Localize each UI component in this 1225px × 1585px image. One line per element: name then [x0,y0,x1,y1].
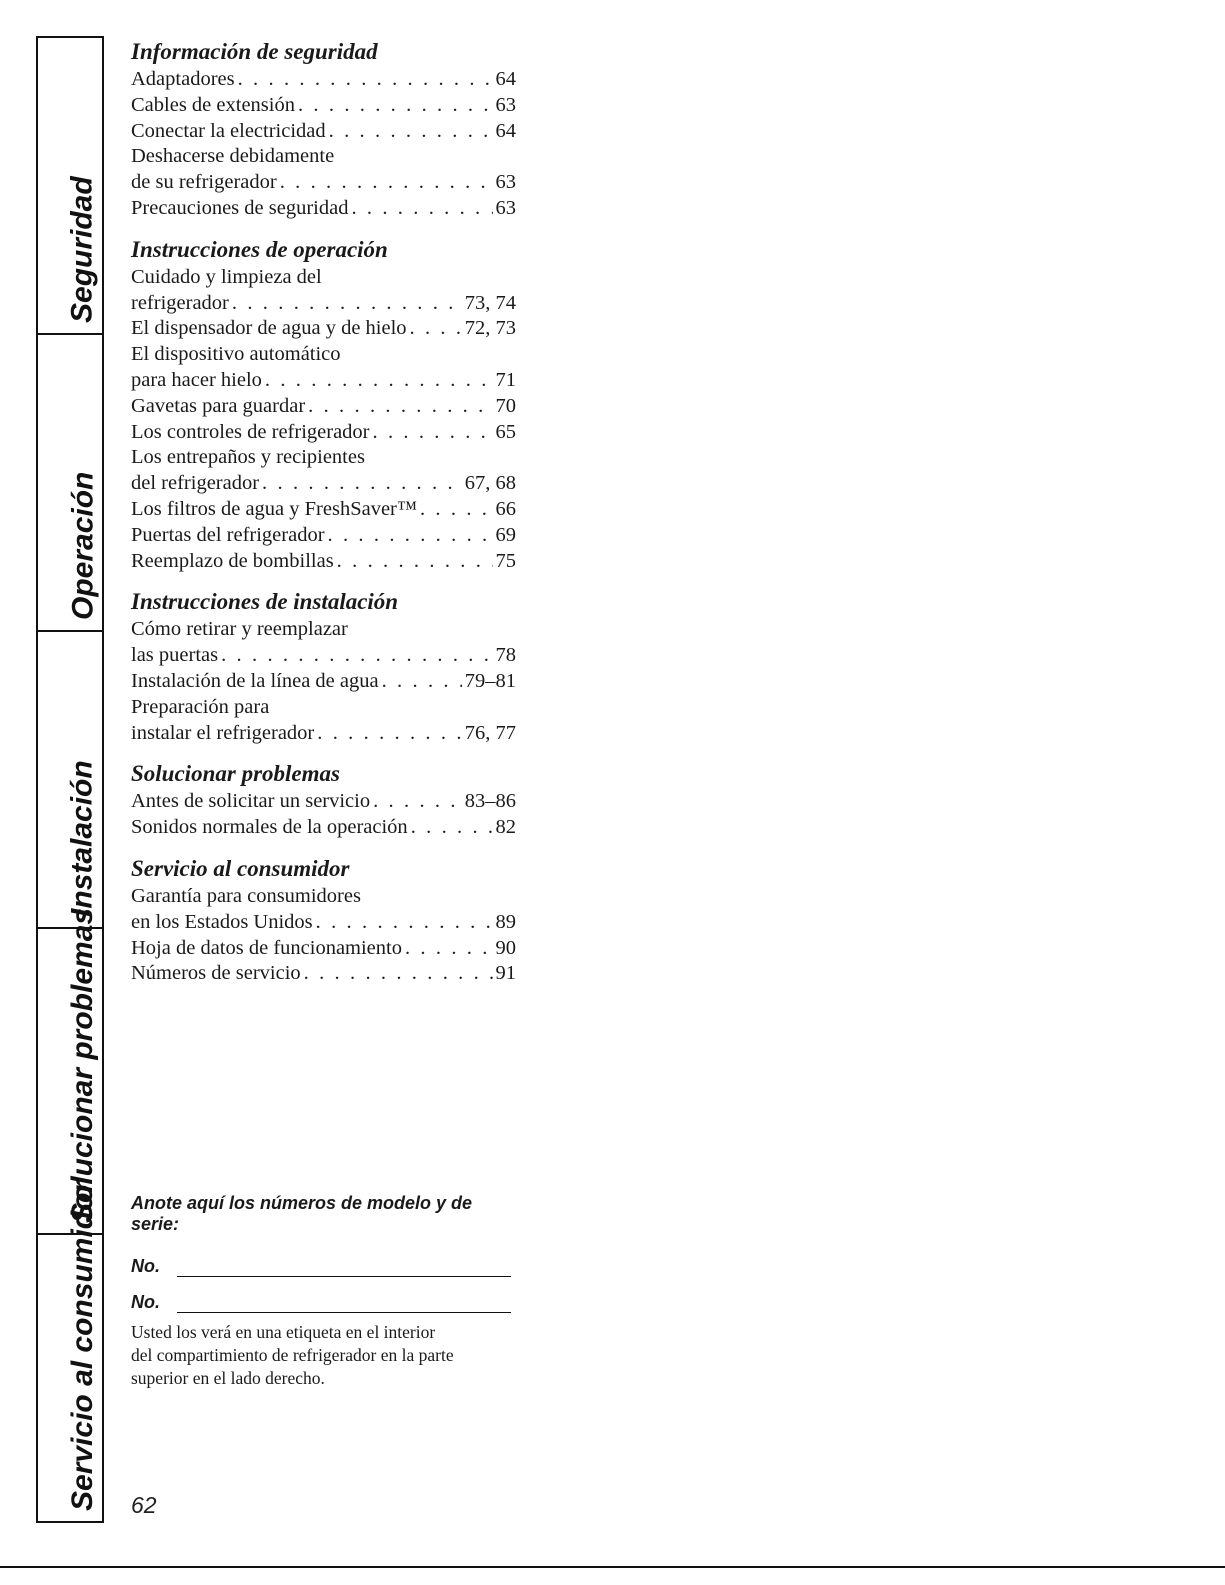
toc-entry[interactable] [131,316,516,342]
toc-entry[interactable] [131,67,516,93]
model-number-line[interactable] [131,1249,521,1277]
toc-entry[interactable] [131,523,516,549]
dot-leader [221,643,492,669]
blank-line[interactable] [177,1256,511,1277]
toc-entry-text: refrigerador [131,291,229,314]
toc-entry[interactable] [131,291,516,317]
toc-entry[interactable] [131,910,516,936]
toc-page-number: 89 [495,910,516,933]
toc-entry-text: para hacer hielo [131,368,262,391]
toc-section [131,855,516,987]
toc-page-number: 63 [495,171,516,194]
toc-entry-line: El dispositivo automático [131,343,341,366]
toc-entry[interactable] [131,471,516,497]
toc-page-number: 63 [495,93,516,116]
toc-entry[interactable] [131,196,516,222]
toc-page-number: 64 [495,68,516,90]
toc-entry-text: El dispensador de agua y de hielo [131,317,407,340]
side-tab-servicio-al-consumidor[interactable] [38,1180,102,1521]
dot-leader [317,721,461,747]
toc-page-number: 75 [495,549,516,572]
toc-entry[interactable] [131,721,516,747]
side-tab-label: Operación [66,471,99,620]
side-tab-label: Servicio al consumidor [66,1180,99,1511]
toc-page-number: 70 [495,394,516,417]
dot-leader [304,961,493,987]
toc-section [131,760,516,841]
toc-section [131,38,516,222]
section-title: Instrucciones de operación [131,236,388,262]
bottom-rule [0,1566,1225,1568]
toc-entry[interactable] [131,394,516,420]
toc-entry-text: Sonidos normales de la operación [131,816,408,839]
side-tab-label: Solucionar problemas [66,907,99,1223]
toc-page-number: 63 [495,196,516,219]
record-note-line: Usted los verá en una etiqueta en el interior [131,1322,436,1342]
toc-entry-text: de su refrigerador [131,171,277,194]
toc-entry-line: Cómo retirar y reemplazar [131,618,348,641]
blank-line[interactable] [177,1292,511,1313]
toc-page-number: 67, 68 [464,472,516,495]
side-tab-seguridad[interactable] [38,38,102,335]
dot-leader [308,394,492,420]
toc-entry-text: Los controles de refrigerador [131,420,370,443]
dot-leader [316,910,493,936]
toc-entry-text: instalar el refrigerador [131,721,315,744]
toc-entry-text: Conectar la electricidad [131,119,326,142]
toc-section [131,588,516,746]
toc-entry-text: en los Estados Unidos [131,910,313,933]
toc-entry-text: Precauciones de seguridad [131,196,349,219]
section-title: Servicio al consumidor [131,855,350,881]
toc-entry-text: Números de servicio [131,962,301,985]
toc-entry[interactable] [131,119,516,145]
toc-page-number: 78 [495,644,516,667]
toc-entry-line: Garantía para consumidores [131,884,361,907]
dot-leader [420,497,493,523]
toc-entry-line: Los entrepaños y recipientes [131,446,365,469]
dot-leader [262,471,462,497]
toc-page-number: 65 [495,420,516,443]
dot-leader [232,291,462,317]
toc-page-number: 73, 74 [464,291,516,314]
toc-entry-text: Antes de solicitar un servicio [131,790,371,813]
dot-leader [410,316,462,342]
toc-page-number: 90 [495,936,516,959]
page-number: 62 [131,1492,157,1518]
dot-leader [373,420,493,446]
dot-leader [280,170,493,196]
toc-page-number: 64 [495,119,516,142]
toc-entry-text: Hoja de datos de funcionamiento [131,936,402,959]
table-of-contents [131,38,516,1001]
toc-entry-text: Puertas del refrigerador [131,523,325,546]
toc-entry[interactable] [131,789,516,815]
dot-leader [328,523,493,549]
dot-leader [373,789,462,815]
toc-page-number: 66 [495,497,516,520]
serial-number-line[interactable] [131,1285,521,1313]
toc-entry[interactable] [131,815,516,841]
dot-leader [298,93,493,119]
toc-entry[interactable] [131,643,516,669]
toc-entry-text: del refrigerador [131,472,260,495]
toc-entry[interactable] [131,420,516,446]
toc-page-number: 71 [495,368,516,391]
toc-section [131,236,516,575]
toc-page-number: 69 [495,523,516,546]
toc-entry[interactable] [131,549,516,575]
record-note-line: superior en el lado derecho. [131,1368,325,1388]
record-label: No. [131,1256,160,1276]
dot-leader [329,119,493,145]
side-tabs [36,36,104,1523]
toc-entry[interactable] [131,936,516,962]
dot-leader [238,67,493,93]
toc-entry[interactable] [131,93,516,119]
side-tab-label: Seguridad [66,176,99,323]
toc-entry-text: Adaptadores [131,68,235,90]
toc-entry[interactable] [131,368,516,394]
toc-entry[interactable] [131,669,516,695]
toc-entry[interactable] [131,961,516,987]
toc-entry-text: Instalación de la línea de agua [131,669,379,692]
toc-entry-text: Gavetas para guardar [131,394,306,417]
side-tab-operacion[interactable] [38,335,102,632]
dot-leader [337,549,493,575]
record-label: No. [131,1292,160,1312]
record-note-line: del compartimiento de refrigerador en la parte [131,1345,454,1365]
side-tab-label: Instalación [66,760,99,917]
toc-page-number: 83–86 [464,790,516,813]
side-tab-instalacion[interactable] [38,632,102,929]
toc-page-number: 72, 73 [464,317,516,340]
toc-page-number: 91 [495,962,516,985]
toc-entry-text: Los filtros de agua y FreshSaver™ [131,497,417,520]
toc-entry-text: Cables de extensión [131,93,295,116]
record-note [131,1321,521,1390]
dot-leader [405,936,493,962]
dot-leader [351,196,492,222]
dot-leader [265,368,493,394]
toc-entry-text: las puertas [131,644,219,667]
record-title: Anote aquí los números de modelo y de serie: [131,1193,473,1234]
toc-entry-line: Cuidado y limpieza del [131,265,322,288]
toc-entry[interactable] [131,170,516,196]
toc-entry-line: Preparación para [131,695,270,718]
toc-page-number: 79–81 [464,669,516,692]
section-title: Solucionar problemas [131,761,340,787]
dot-leader [382,669,462,695]
dot-leader [411,815,493,841]
model-serial-record [131,1193,521,1390]
toc-page-number: 82 [495,816,516,839]
toc-entry-line: Deshacerse debidamente [131,145,335,168]
toc-entry[interactable] [131,497,516,523]
toc-entry-text: Reemplazo de bombillas [131,549,334,572]
section-title: Instrucciones de instalación [131,589,399,615]
toc-page-number: 76, 77 [464,721,516,744]
section-title: Información de seguridad [131,39,378,64]
